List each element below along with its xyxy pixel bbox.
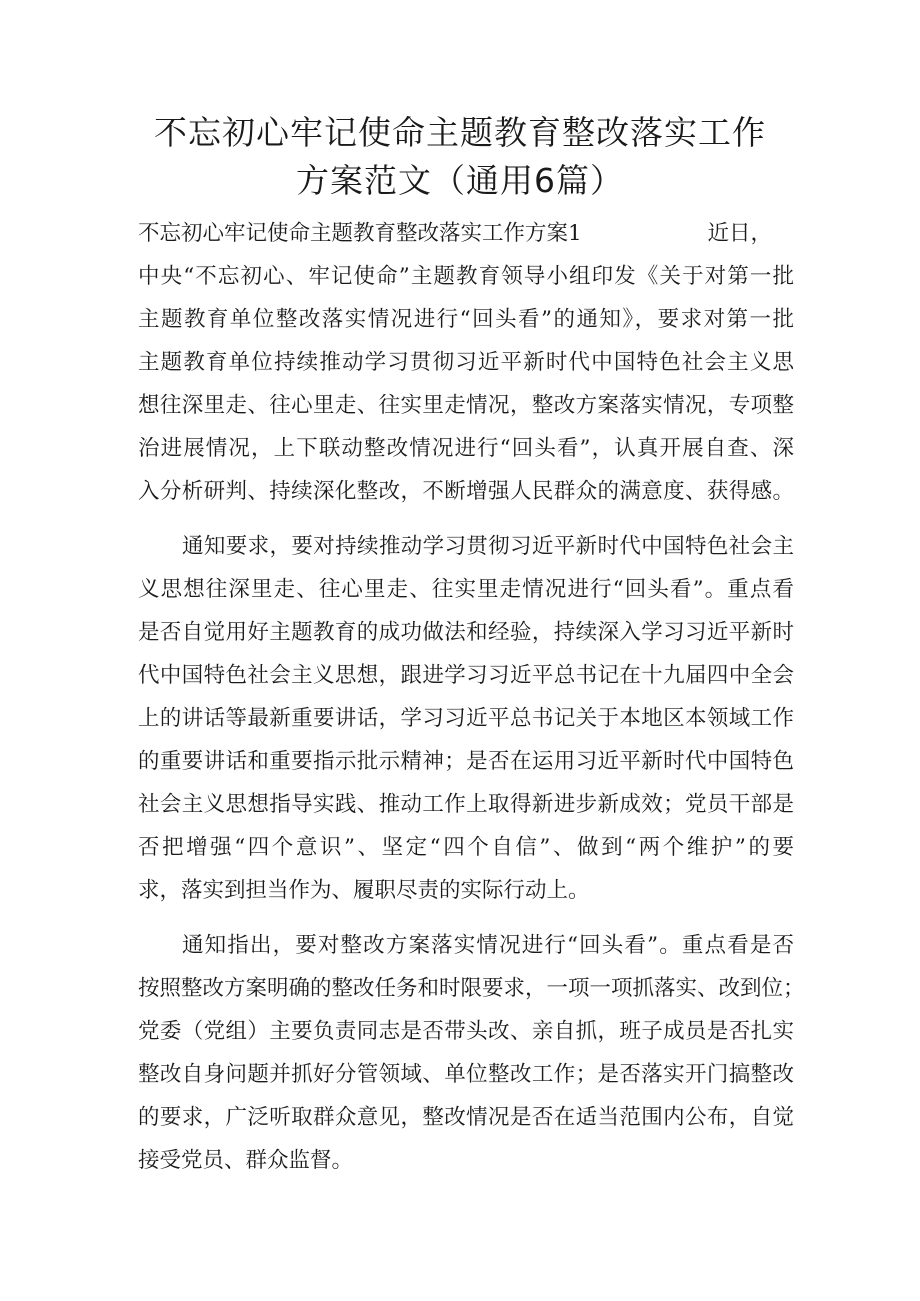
paragraph-line: 的重要讲话和重要指示批示精神；是否在运用习近平新时代中国特色 — [138, 749, 794, 774]
paragraph-line: 通知指出，要对整改方案落实情况进行“回头看”。重点看是否 — [182, 933, 794, 958]
paragraph-3 — [138, 924, 805, 1182]
document-title-line-2: 方案范文（通用6篇） — [296, 161, 624, 200]
paragraph-line: 代中国特色社会主义思想，跟进学习习近平总书记在十九届四中全会 — [138, 663, 794, 688]
paragraph-line: 入分析研判、持续深化整改，不断增强人民群众的满意度、获得感。 — [138, 479, 794, 504]
paragraph-line: 主题教育单位整改落实情况进行“回头看”的通知》，要求对第一批 — [138, 307, 794, 332]
document-body — [138, 212, 805, 1182]
paragraph-line: 中央“不忘初心、牢记使命”主题教育领导小组印发《关于对第一批 — [138, 264, 794, 289]
paragraph-line: 整改自身问题并抓好分管领域、单位整改工作；是否落实开门搞整改 — [138, 1062, 794, 1087]
paragraph-line: 是否自觉用好主题教育的成功做法和经验，持续深入学习习近平新时 — [138, 620, 794, 645]
paragraph-line: 求，落实到担当作为、履职尽责的实际行动上。 — [138, 878, 590, 903]
paragraph-gap — [138, 513, 794, 525]
paragraph-line: 接受党员、群众监督。 — [138, 1148, 354, 1173]
section-heading: 不忘初心牢记使命主题教育整改落实工作方案1 — [138, 221, 582, 246]
paragraph-line: 否把增强“四个意识”、坚定“四个自信”、做到“两个维护”的要 — [138, 835, 794, 860]
paragraph-1 — [138, 255, 794, 513]
paragraph-line: 义思想往深里走、往心里走、往实里走情况进行“回头看”。重点看 — [138, 577, 794, 602]
paragraph-line: 社会主义思想指导实践、推动工作上取得新进步新成效；党员干部是 — [138, 792, 794, 817]
paragraph-line: 治进展情况，上下联动整改情况进行“回头看”，认真开展自查、深 — [138, 436, 794, 461]
document-title-line-1: 不忘初心牢记使命主题教育整改落实工作 — [154, 113, 766, 152]
paragraph-line: 想往深里走、往心里走、往实里走情况，整改方案落实情况，专项整 — [138, 393, 794, 418]
paragraph-line: 的要求，广泛听取群众意见，整改情况是否在适当范围内公布，自觉 — [138, 1105, 794, 1130]
paragraph-line: 党委（党组）主要负责同志是否带头改、亲自抓，班子成员是否扎实 — [138, 1019, 794, 1044]
paragraph-line: 按照整改方案明确的整改任务和时限要求，一项一项抓落实、改到位； — [138, 976, 805, 1001]
paragraph-2 — [138, 525, 794, 912]
paragraph-line: 上的讲话等最新重要讲话，学习习近平总书记关于本地区本领域工作 — [138, 706, 794, 731]
paragraph-line: 通知要求，要对持续推动学习贯彻习近平新时代中国特色社会主 — [182, 534, 794, 559]
section-heading-row — [138, 212, 794, 255]
paragraph-gap — [138, 912, 794, 924]
section-lead: 近日， — [707, 221, 772, 246]
paragraph-line: 主题教育单位持续推动学习贯彻习近平新时代中国特色社会主义思 — [138, 350, 794, 375]
